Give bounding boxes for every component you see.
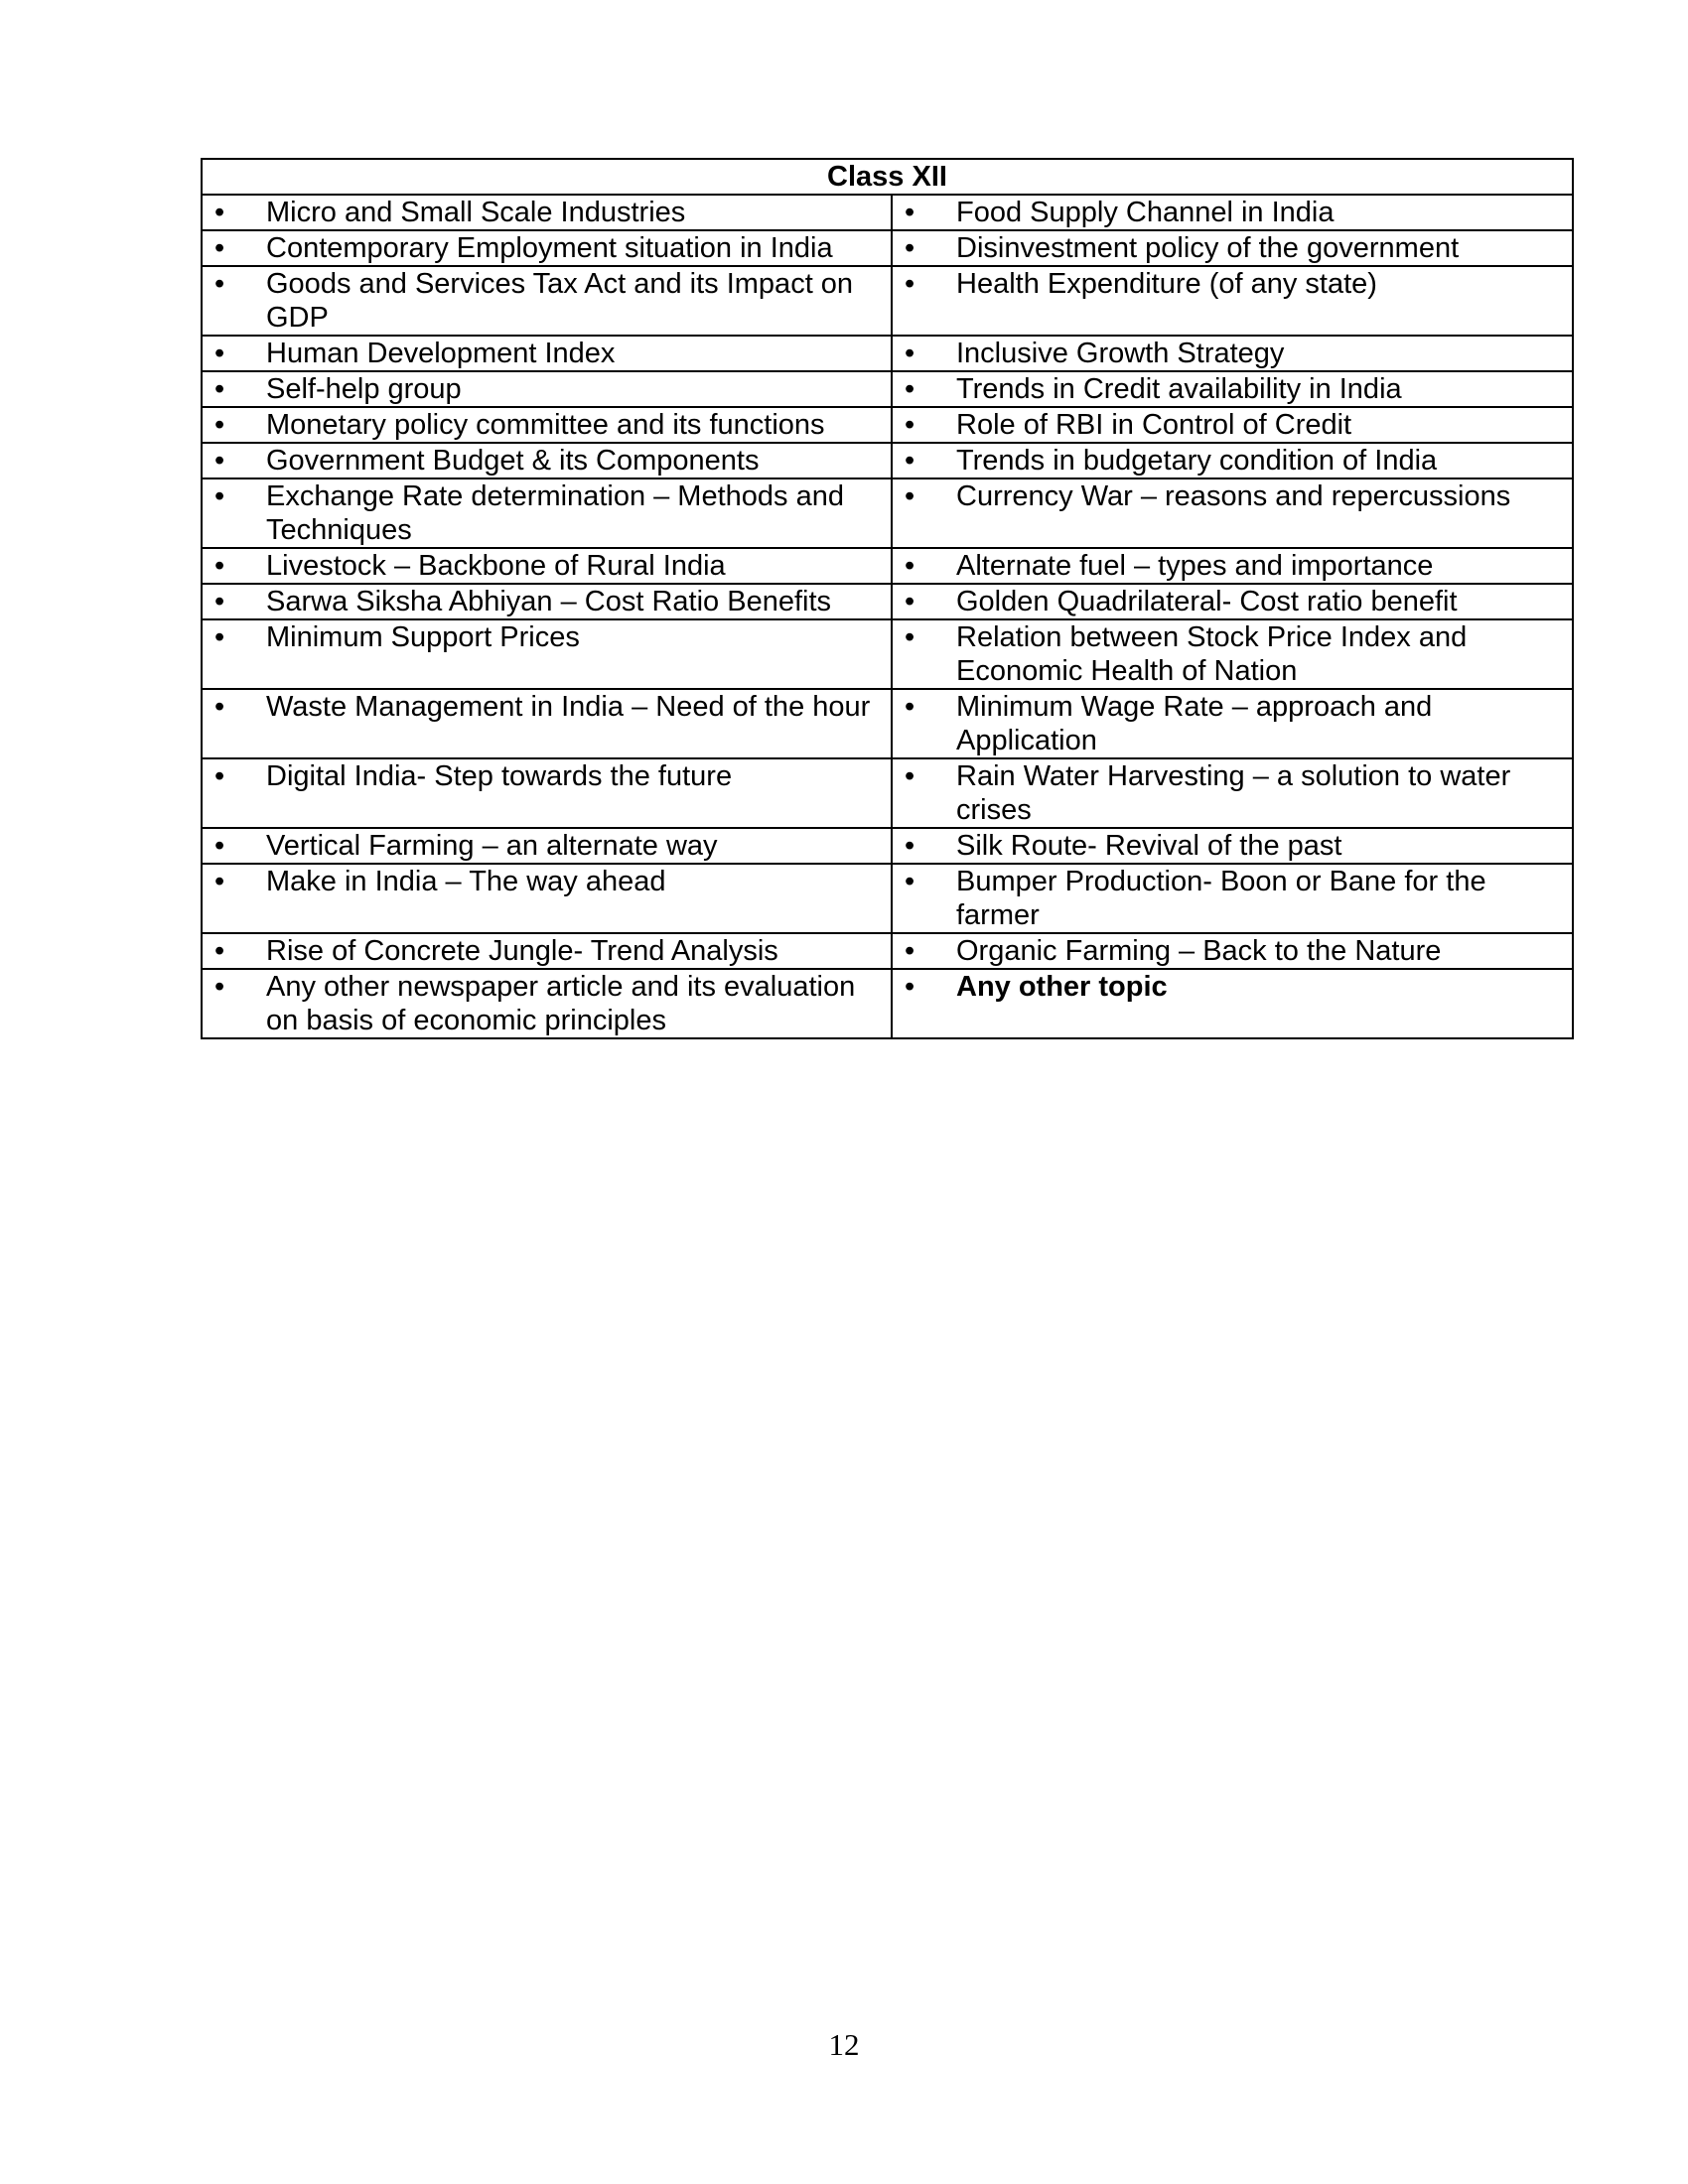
bullet-icon: • [214,866,225,897]
table-row [202,443,1573,478]
bullet-icon: • [214,480,225,512]
topic-list-item [203,934,891,968]
topic-text: Currency War – reasons and repercussions [956,480,1511,512]
topic-text: Disinvestment policy of the government [956,232,1460,264]
topic-text: Vertical Farming – an alternate way [266,830,718,862]
project-topics-table [201,158,1574,1039]
bullet-icon: • [214,197,225,228]
topic-text: Silk Route- Revival of the past [956,830,1342,862]
topic-cell-left [202,371,892,407]
bullet-icon: • [214,445,225,477]
topic-list-item [203,829,891,863]
topic-text: Rise of Concrete Jungle- Trend Analysis [266,935,778,967]
bullet-icon: • [905,338,915,369]
topic-cell-left [202,689,892,758]
table-row [202,864,1573,933]
topic-text: Minimum Wage Rate – approach and Application [956,691,1433,756]
table-row [202,371,1573,407]
bullet-icon: • [214,550,225,582]
topic-text: Golden Quadrilateral- Cost ratio benefit [956,586,1458,617]
bullet-icon: • [905,691,915,723]
bullet-icon: • [214,409,225,441]
topic-cell-left [202,828,892,864]
topic-text: Livestock – Backbone of Rural India [266,550,726,582]
topic-list-item [893,196,1572,229]
topic-cell-right [892,336,1573,371]
bullet-icon: • [905,586,915,617]
topic-cell-left [202,933,892,969]
topic-list-item [203,970,891,1037]
bullet-icon: • [905,935,915,967]
topic-text: Minimum Support Prices [266,621,580,653]
table-row [202,478,1573,548]
bullet-icon: • [905,760,915,792]
bullet-icon: • [905,197,915,228]
topic-cell-right [892,195,1573,230]
topic-list-item [203,585,891,618]
table-row [202,689,1573,758]
topic-cell-left [202,619,892,689]
bullet-icon: • [214,586,225,617]
topic-list-item [203,337,891,370]
class-heading: Class XII [202,159,1573,195]
topic-cell-left [202,584,892,619]
bullet-icon: • [905,621,915,653]
topic-list-item [893,337,1572,370]
topic-text: Food Supply Channel in India [956,197,1335,228]
topic-list-item [893,479,1572,513]
topic-cell-left [202,969,892,1038]
topic-list-item [893,444,1572,478]
topic-text: Make in India – The way ahead [266,866,666,897]
bullet-icon: • [905,409,915,441]
topic-list-item [203,759,891,793]
bullet-icon: • [214,830,225,862]
table-row [202,584,1573,619]
topic-list-item [893,970,1572,1004]
table-row [202,266,1573,336]
topic-cell-left [202,230,892,266]
topic-list-item [893,267,1572,301]
table-row [202,548,1573,584]
topic-cell-right [892,758,1573,828]
bullet-icon: • [905,232,915,264]
topic-cell-left [202,443,892,478]
bullet-icon: • [214,935,225,967]
topic-cell-right [892,689,1573,758]
topic-cell-right [892,407,1573,443]
topic-list-item [203,231,891,265]
topic-text: Any other topic [956,971,1168,1003]
topic-text: Trends in budgetary condition of India [956,445,1438,477]
topic-text: Trends in Credit availability in India [956,373,1402,405]
topic-list-item [203,549,891,583]
table-row [202,195,1573,230]
topic-text: Inclusive Growth Strategy [956,338,1285,369]
bullet-icon: • [214,691,225,723]
table-row [202,933,1573,969]
topic-cell-left [202,266,892,336]
topic-text: Human Development Index [266,338,616,369]
topic-text: Goods and Services Tax Act and its Impact on GDP [266,268,854,334]
topic-list-item [893,690,1572,757]
bullet-icon: • [214,760,225,792]
topic-cell-right [892,584,1573,619]
topic-list-item [203,865,891,898]
topic-text: Any other newspaper article and its evaluation on basis of economic principles [266,971,856,1036]
topic-cell-right [892,266,1573,336]
table-row [202,969,1573,1038]
topic-cell-right [892,864,1573,933]
bullet-icon: • [905,268,915,300]
topic-text: Role of RBI in Control of Credit [956,409,1352,441]
bullet-icon: • [905,550,915,582]
topic-cell-right [892,969,1573,1038]
table-row [202,619,1573,689]
topic-text: Bumper Production- Boon or Bane for the farmer [956,866,1486,931]
topic-list-item [893,372,1572,406]
topic-cell-right [892,933,1573,969]
bullet-icon: • [905,830,915,862]
topic-cell-right [892,443,1573,478]
topic-list-item [893,829,1572,863]
topic-list-item [203,690,891,724]
bullet-icon: • [905,866,915,897]
topic-text: Sarwa Siksha Abhiyan – Cost Ratio Benefits [266,586,832,617]
topic-text: Exchange Rate determination – Methods and Techniques [266,480,844,546]
table-body [202,195,1573,1038]
topic-list-item [893,934,1572,968]
topic-list-item [203,444,891,478]
topic-text: Monetary policy committee and its functions [266,409,825,441]
topic-cell-right [892,371,1573,407]
topic-text: Organic Farming – Back to the Nature [956,935,1442,967]
bullet-icon: • [905,373,915,405]
topic-cell-left [202,758,892,828]
table-row [202,336,1573,371]
bullet-icon: • [214,268,225,300]
topic-list-item [203,267,891,335]
table-row [202,758,1573,828]
topic-text: Government Budget & its Components [266,445,760,477]
topic-list-item [893,549,1572,583]
table-row [202,230,1573,266]
topic-text: Health Expenditure (of any state) [956,268,1377,300]
topic-text: Micro and Small Scale Industries [266,197,686,228]
topic-list-item [893,865,1572,932]
page-number: 12 [828,2027,860,2062]
topic-cell-right [892,230,1573,266]
bullet-icon: • [214,232,225,264]
table-header-row [202,159,1573,195]
topic-cell-left [202,336,892,371]
bullet-icon: • [214,338,225,369]
topic-cell-left [202,864,892,933]
topic-text: Relation between Stock Price Index and Economic Health of Nation [956,621,1468,687]
topic-cell-right [892,478,1573,548]
topic-cell-right [892,619,1573,689]
topic-list-item [203,620,891,654]
topic-text: Contemporary Employment situation in India [266,232,833,264]
topic-list-item [893,620,1572,688]
topic-list-item [203,408,891,442]
topic-cell-left [202,478,892,548]
topic-cell-right [892,828,1573,864]
bullet-icon: • [905,971,915,1003]
topic-list-item [203,479,891,547]
bullet-icon: • [214,621,225,653]
bullet-icon: • [905,480,915,512]
topic-cell-right [892,548,1573,584]
topic-text: Alternate fuel – types and importance [956,550,1434,582]
bullet-icon: • [214,971,225,1003]
topic-list-item [893,231,1572,265]
topic-text: Self-help group [266,373,462,405]
topic-list-item [893,408,1572,442]
table-row [202,828,1573,864]
topic-list-item [203,196,891,229]
topic-cell-left [202,195,892,230]
topic-list-item [893,585,1572,618]
bullet-icon: • [905,445,915,477]
topic-text: Digital India- Step towards the future [266,760,733,792]
bullet-icon: • [214,373,225,405]
table-row [202,407,1573,443]
topic-cell-left [202,548,892,584]
topic-text: Rain Water Harvesting – a solution to water crises [956,760,1511,826]
topic-cell-left [202,407,892,443]
topic-list-item [203,372,891,406]
topic-list-item [893,759,1572,827]
topic-text: Waste Management in India – Need of the hour [266,691,871,723]
